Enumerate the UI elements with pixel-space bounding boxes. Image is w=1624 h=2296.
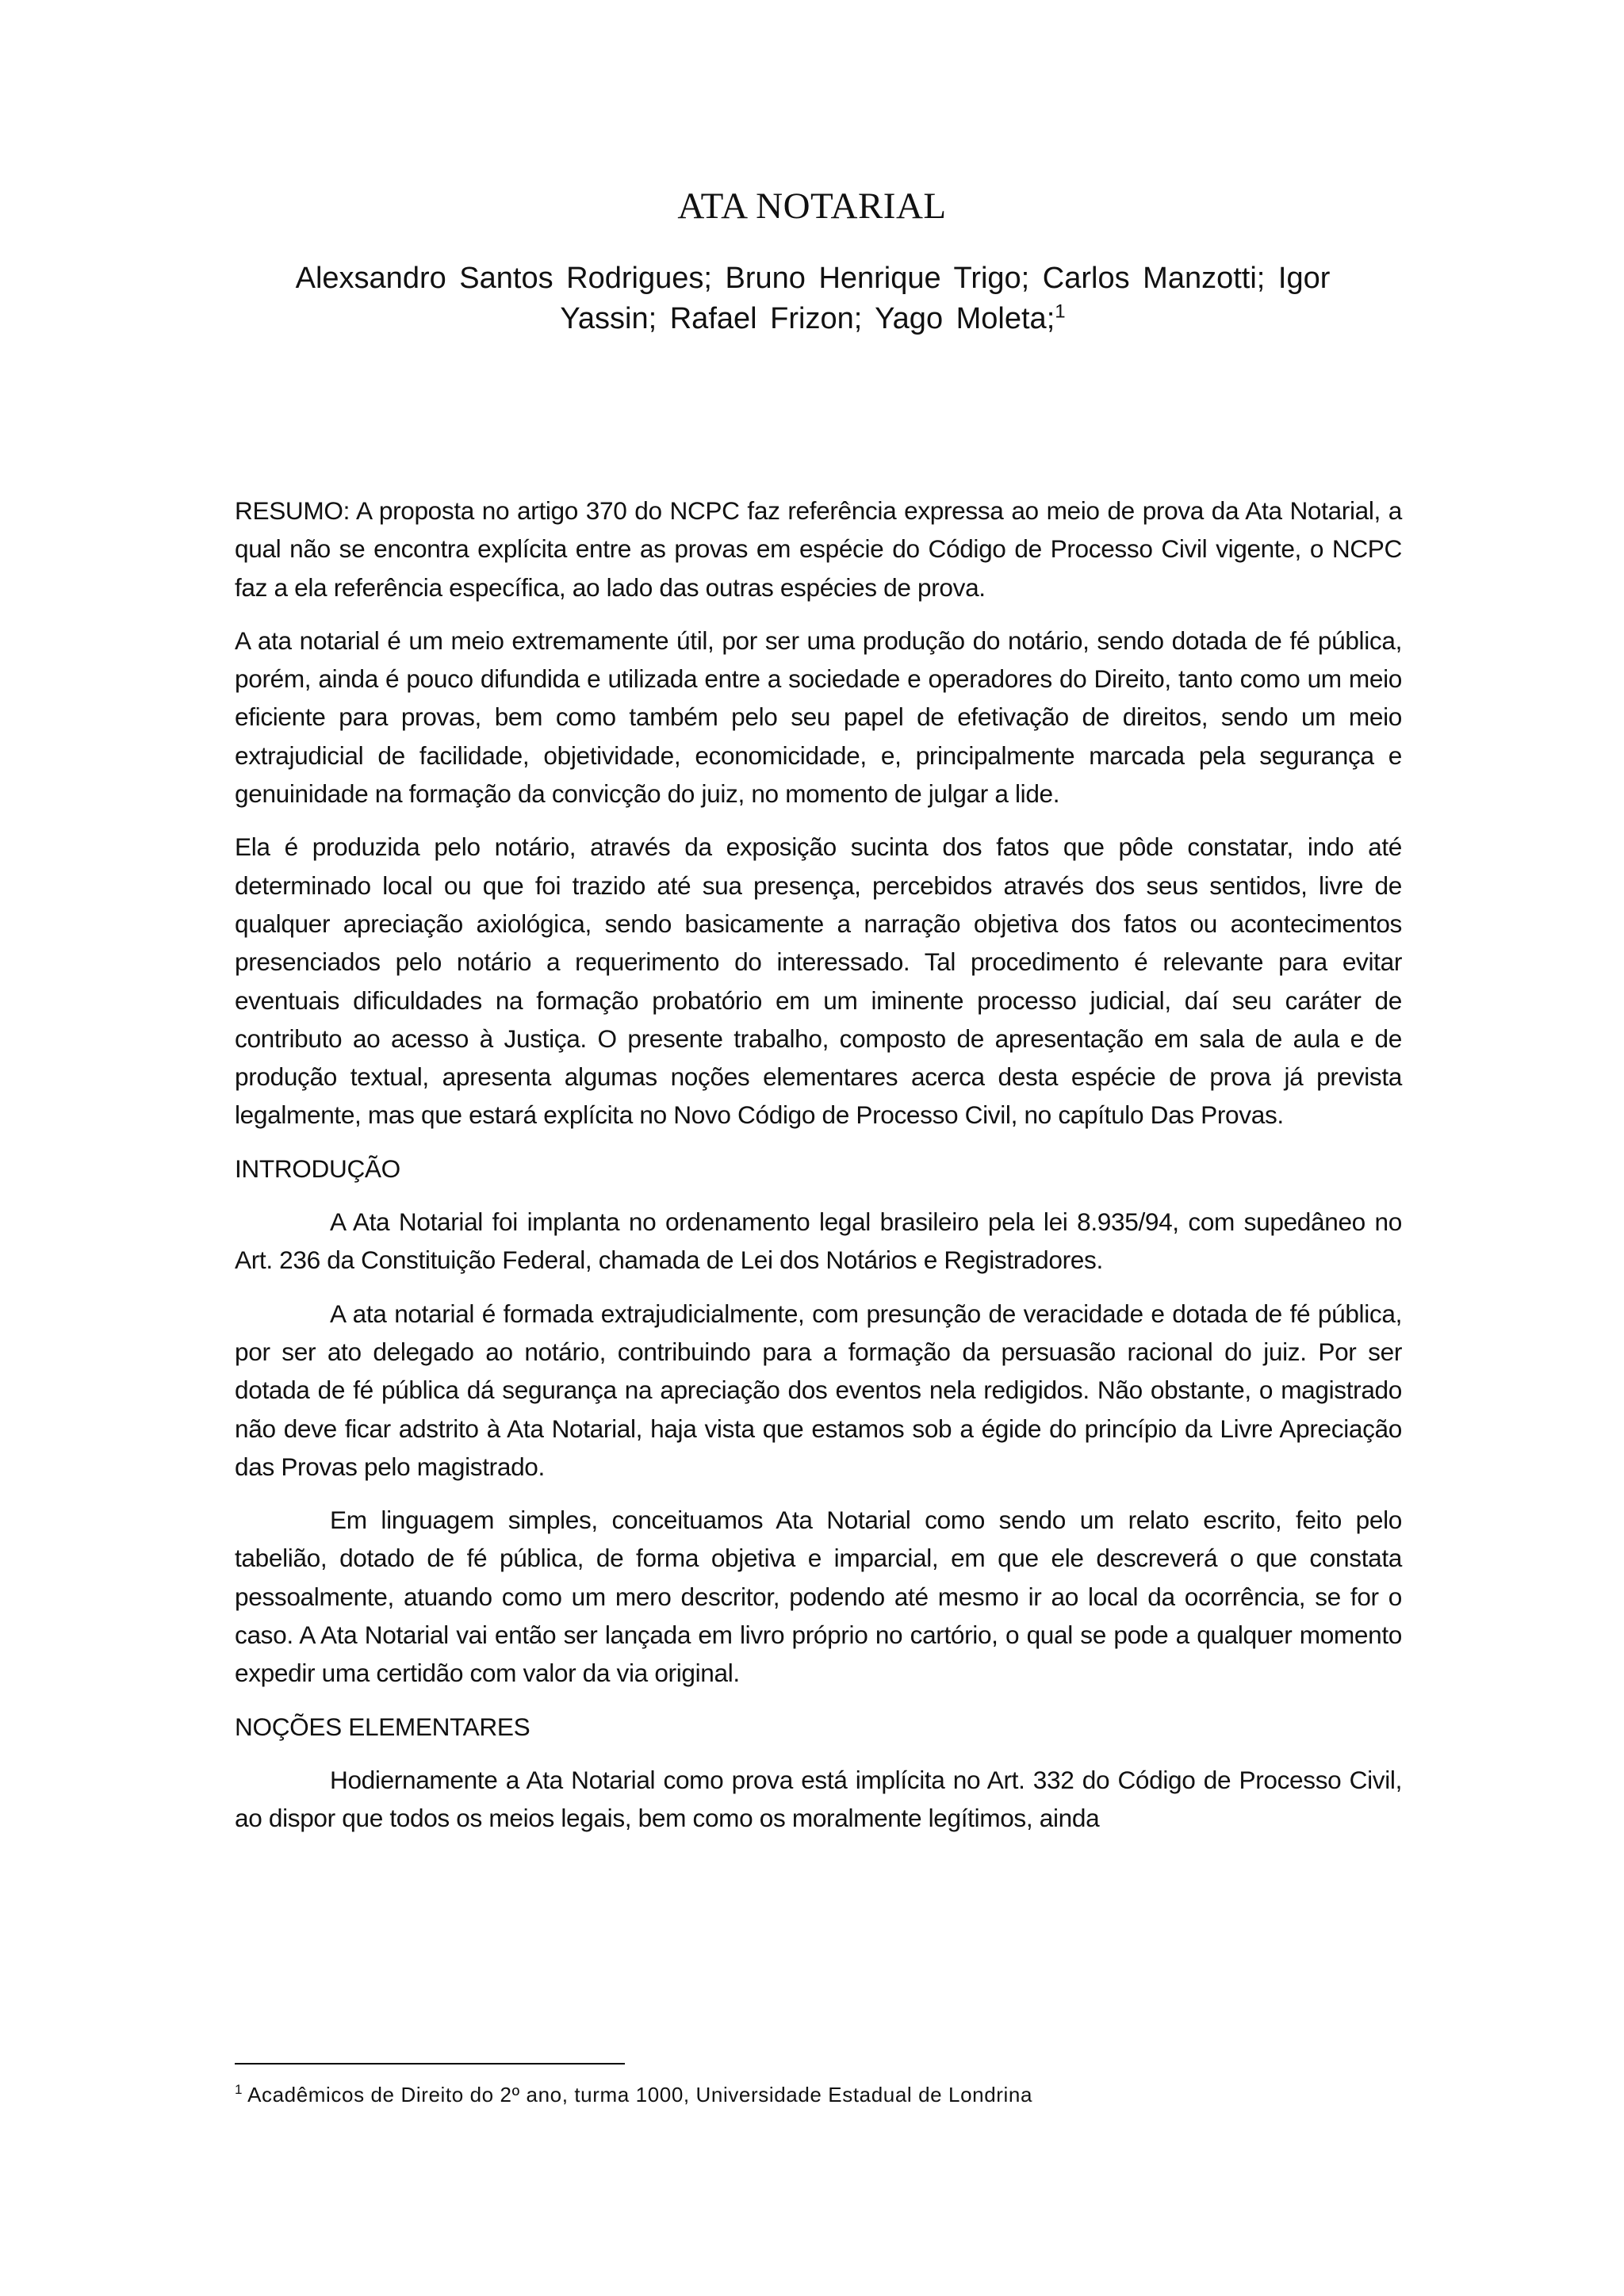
footnote-number: 1 [235, 2082, 243, 2098]
abstract-paragraph-2: A ata notarial é um meio extremamente útil, por ser uma produção do notário, sendo dotada de fé pública, porém, ainda é pouco difundida e utilizada entre a sociedade e operadores do Direito, tanto como um meio eficiente para provas, bem como também pelo seu papel de efetivação de direitos, sendo um meio extrajudicial de facilidade, objetividade, economicidade, e, principalmente marcada pela segurança e genuinidade na formação da convicção do juiz, no momento de julgar a lide. [235, 626, 1402, 809]
footnote-reference[interactable]: 1 [1055, 300, 1066, 323]
footnote-text: Acadêmicos de Direito do 2º ano, turma 1000, Universidade Estadual de Londrina [247, 2083, 1033, 2107]
section-heading-nocoes-elementares: NOÇÕES ELEMENTARES [235, 1712, 530, 1741]
abstract-paragraph-3: Ela é produzida pelo notário, através da exposição sucinta dos fatos que pôde constatar, indo até determinado local ou que foi trazido até sua presença, percebidos através dos seus sentidos, livre de qualquer apreciação axiológica, sendo basicamente a narração objetiva dos fatos ou acontecimentos presenciados pelo notário a requerimento do interessado. Tal procedimento é relevante para evitar eventuais dificuldades na formação probatório em um iminente processo judicial, daí seu caráter de contributo ao acesso à Justiça. O presente trabalho, composto de apresentação em sala de aula e de produção textual, apresenta algumas noções elementares acerca desta espécie de prova já prevista legalmente, mas que estará explícita no Novo Código de Processo Civil, no capítulo Das Provas. [235, 832, 1402, 1130]
footnote [235, 2080, 1345, 2109]
authors-line [254, 258, 1372, 339]
intro-paragraph-2: A ata notarial é formada extrajudicialmente, com presunção de veracidade e dotada de fé pública, por ser ato delegado ao notário, contribuindo para a formação da persuasão racional do juiz. Por ser dotada de fé pública dá segurança na apreciação dos eventos nela redigidos. Não obstante, o magistrado não deve ficar adstrito à Ata Notarial, haja vista que estamos sob a égide do princípio da Livre Apreciação das Provas pelo magistrado. [235, 1299, 1402, 1481]
document-title: ATA NOTARIAL [677, 186, 947, 227]
nocoes-paragraph-1: Hodiernamente a Ata Notarial como prova está implícita no Art. 332 do Código de Processo Civil, ao dispor que todos os meios legais, bem como os moralmente legítimos, ainda [235, 1765, 1402, 1833]
intro-paragraph-3: Em linguagem simples, conceituamos Ata Notarial como sendo um relato escrito, feito pelo tabelião, dotado de fé pública, de forma objetiva e imparcial, em que ele descreverá o que constata pessoalmente, atuando como um mero descritor, podendo até mesmo ir ao local da ocorrência, se for o caso. A Ata Notarial vai então ser lançada em livro próprio no cartório, o qual se pode a qualquer momento expedir uma certidão com valor da via original. [235, 1506, 1402, 1688]
intro-paragraph-1: A Ata Notarial foi implanta no ordenamento legal brasileiro pela lei 8.935/94, com supedâneo no Art. 236 da Constituição Federal, chamada de Lei dos Notários e Registradores. [235, 1207, 1402, 1275]
abstract-paragraph-1: RESUMO: A proposta no artigo 370 do NCPC faz referência expressa ao meio de prova da Ata Notarial, a qual não se encontra explícita entre as provas em espécie do Código de Processo Civil vigente, o NCPC faz a ela referência específica, ao lado das outras espécies de prova. [235, 496, 1402, 602]
section-heading-introducao: INTRODUÇÃO [235, 1154, 400, 1183]
authors-text: Alexsandro Santos Rodrigues; Bruno Henrique Trigo; Carlos Manzotti; Igor Yassin; Rafael Frizon; Yago Moleta; [295, 262, 1331, 335]
footnote-separator [235, 2063, 625, 2064]
document-body [235, 492, 1402, 1853]
